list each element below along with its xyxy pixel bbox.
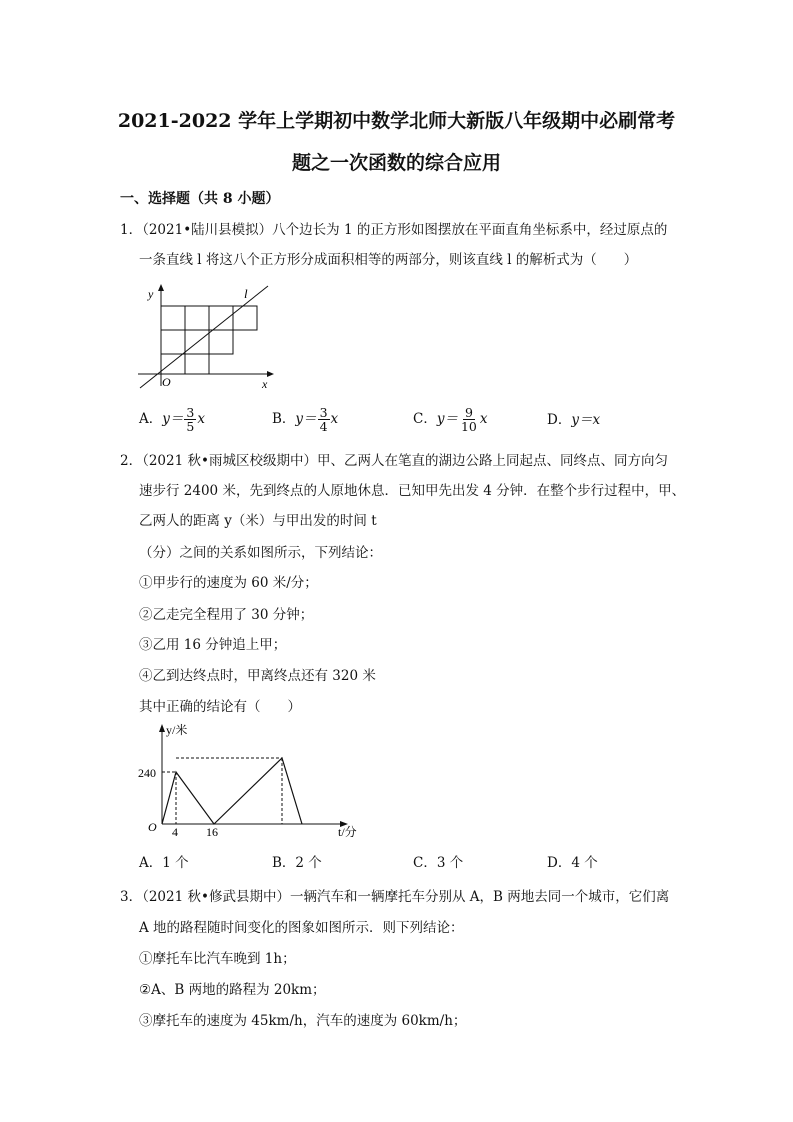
q2-text-line-4: （分）之间的关系如图所示，下列结论： [139,545,382,561]
q2-option-d[interactable]: D．4 个 [547,855,598,871]
q1-origin-label: O [162,375,171,389]
q2-question-ask: 其中正确的结论有（ ） [139,699,301,715]
q1-line-label: l [244,286,248,301]
q3-text-line-2: A 地的路程随时间变化的图象如图所示．则下列结论： [139,920,464,936]
q2-y-axis-label: y/米 [166,723,188,737]
document-title-line-2: 题之一次函数的综合应用 [291,152,501,174]
q3-conclusion-2: ②A、B 两地的路程为 20km； [139,982,326,998]
q3-conclusion-3: ③摩托车的速度为 45km/h，汽车的速度为 60km/h； [139,1013,467,1029]
q2-text-line-2: 速步行 2400 米，先到终点的人原地休息．已知甲先出发 4 分钟．在整个步行过程中，甲、 [139,483,686,499]
q3-conclusion-1: ①摩托车比汽车晚到 1h； [139,951,296,967]
q1-option-a[interactable]: A．y＝ $\frac{3}{5}$ x [139,405,205,435]
section-heading: 一、选择题（共 8 小题） [120,191,280,207]
q1-text-line-2: 一条直线 l 将这八个正方形分成面积相等的两部分，则该直线 l 的解析式为（ ） [139,252,638,268]
q1-y-axis-label: y [148,287,154,301]
q1-option-d[interactable]: D．y＝x [547,412,601,428]
q2-text-line-3: 乙两人的距离 y（米）与甲出发的时间 t [139,513,377,529]
q2-x-tick-4: 4 [172,825,178,839]
q3-text-line-1: 3．（2021 秋•修武县期中）一辆汽车和一辆摩托车分别从 A，B 两地去同一个城市，它们离 [120,889,670,905]
q2-conclusion-4: ④乙到达终点时，甲离终点还有 320 米 [139,668,376,684]
q2-origin-label: O [148,820,157,834]
q2-distance-time-graph [132,718,372,842]
q2-x-axis-label: t/分 [338,825,357,839]
q2-text-line-1: 2．（2021 秋•雨城区校级期中）甲、乙两人在笔直的湖边公路上同起点、同终点、同方向匀 [120,453,668,469]
q2-option-c[interactable]: C．3 个 [413,855,464,871]
q1-option-c[interactable]: C．y＝ $\frac{9}{10}$ x [413,405,488,435]
q2-option-a[interactable]: A．1 个 [139,855,189,871]
q1-text-line-1: 1．（2021•陆川县模拟）八个边长为 1 的正方形如图摆放在平面直角坐标系中，经过原点的 [120,222,668,238]
q2-conclusion-1: ①甲步行的速度为 60 米/分； [139,575,318,591]
q2-option-b[interactable]: B．2 个 [272,855,322,871]
q2-x-tick-16: 16 [206,825,218,839]
document-title-line-1: 2021-2022 学年上学期初中数学北师大新版八年级期中必刷常考 [117,110,676,132]
q2-conclusion-2: ②乙走完全程用了 30 分钟； [139,607,314,623]
q2-conclusion-3: ③乙用 16 分钟追上甲； [139,637,287,653]
q1-option-b[interactable]: B．y＝ $\frac{3}{4}$ x [272,405,339,435]
q2-y-tick-240: 240 [138,766,156,780]
q1-x-axis-label: x [262,377,268,391]
q1-figure-grid [134,282,284,394]
